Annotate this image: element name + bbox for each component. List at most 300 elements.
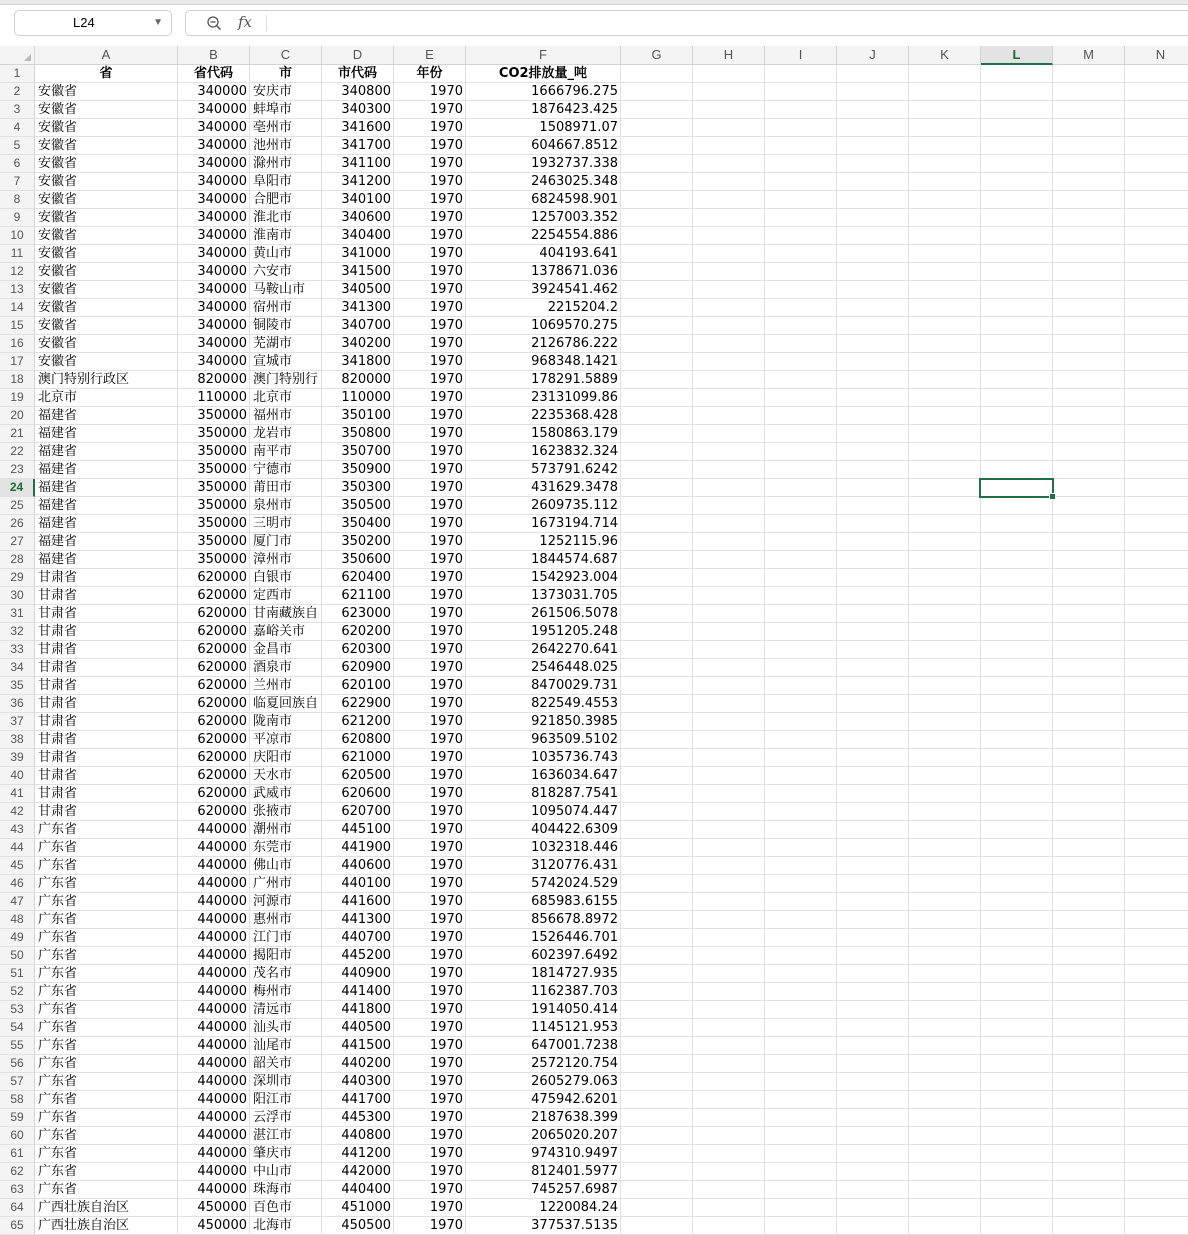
cell-e7[interactable]: 1970 <box>394 173 466 191</box>
cell-a65[interactable]: 广西壮族自治区 <box>35 1217 178 1235</box>
cell-f14[interactable]: 2215204.2 <box>466 299 621 317</box>
cell-d37[interactable]: 621200 <box>322 713 394 731</box>
cell-m20[interactable] <box>1053 407 1125 425</box>
cell-i11[interactable] <box>765 245 837 263</box>
cell-l9[interactable] <box>981 209 1053 227</box>
cell-a9[interactable]: 安徽省 <box>35 209 178 227</box>
cell-i21[interactable] <box>765 425 837 443</box>
cell-f2[interactable]: 1666796.275 <box>466 83 621 101</box>
cell-a29[interactable]: 甘肃省 <box>35 569 178 587</box>
cell-g17[interactable] <box>621 353 693 371</box>
cell-m8[interactable] <box>1053 191 1125 209</box>
cell-f8[interactable]: 6824598.901 <box>466 191 621 209</box>
cell-m46[interactable] <box>1053 875 1125 893</box>
row-header[interactable]: 22 <box>0 443 35 461</box>
cell-a45[interactable]: 广东省 <box>35 857 178 875</box>
cell-k18[interactable] <box>909 371 981 389</box>
cell-d32[interactable]: 620200 <box>322 623 394 641</box>
column-header-d[interactable]: D <box>322 46 394 65</box>
cell-k62[interactable] <box>909 1163 981 1181</box>
cell-h44[interactable] <box>693 839 765 857</box>
cell-c29[interactable]: 白银市 <box>250 569 322 587</box>
cell-f18[interactable]: 178291.5889 <box>466 371 621 389</box>
cell-d46[interactable]: 440100 <box>322 875 394 893</box>
cell-i57[interactable] <box>765 1073 837 1091</box>
cell-g41[interactable] <box>621 785 693 803</box>
cell-n13[interactable] <box>1125 281 1188 299</box>
row-header[interactable]: 56 <box>0 1055 35 1073</box>
cell-h3[interactable] <box>693 101 765 119</box>
cell-k54[interactable] <box>909 1019 981 1037</box>
cell-b57[interactable]: 440000 <box>178 1073 250 1091</box>
cell-a5[interactable]: 安徽省 <box>35 137 178 155</box>
row-header[interactable]: 34 <box>0 659 35 677</box>
row-header[interactable]: 45 <box>0 857 35 875</box>
cell-m9[interactable] <box>1053 209 1125 227</box>
cell-i25[interactable] <box>765 497 837 515</box>
cell-b16[interactable]: 340000 <box>178 335 250 353</box>
cell-g57[interactable] <box>621 1073 693 1091</box>
cell-g62[interactable] <box>621 1163 693 1181</box>
cell-m34[interactable] <box>1053 659 1125 677</box>
cell-i3[interactable] <box>765 101 837 119</box>
cell-d44[interactable]: 441900 <box>322 839 394 857</box>
cell-c42[interactable]: 张掖市 <box>250 803 322 821</box>
cell-m16[interactable] <box>1053 335 1125 353</box>
cell-l23[interactable] <box>981 461 1053 479</box>
cell-m33[interactable] <box>1053 641 1125 659</box>
cell-m31[interactable] <box>1053 605 1125 623</box>
cell-e51[interactable]: 1970 <box>394 965 466 983</box>
cell-a32[interactable]: 甘肃省 <box>35 623 178 641</box>
cell-b40[interactable]: 620000 <box>178 767 250 785</box>
cell-e21[interactable]: 1970 <box>394 425 466 443</box>
cell-l48[interactable] <box>981 911 1053 929</box>
row-header[interactable]: 44 <box>0 839 35 857</box>
cell-d20[interactable]: 350100 <box>322 407 394 425</box>
row-header[interactable]: 36 <box>0 695 35 713</box>
cell-m23[interactable] <box>1053 461 1125 479</box>
cell-g43[interactable] <box>621 821 693 839</box>
row-header[interactable]: 30 <box>0 587 35 605</box>
cell-g40[interactable] <box>621 767 693 785</box>
cell-i42[interactable] <box>765 803 837 821</box>
cell-j15[interactable] <box>837 317 909 335</box>
cell-h53[interactable] <box>693 1001 765 1019</box>
cell-b1[interactable]: 省代码 <box>178 65 250 83</box>
cell-d1[interactable]: 市代码 <box>322 65 394 83</box>
cell-a64[interactable]: 广西壮族自治区 <box>35 1199 178 1217</box>
cell-j56[interactable] <box>837 1055 909 1073</box>
cell-b17[interactable]: 340000 <box>178 353 250 371</box>
row-header[interactable]: 38 <box>0 731 35 749</box>
cell-b37[interactable]: 620000 <box>178 713 250 731</box>
cell-f42[interactable]: 1095074.447 <box>466 803 621 821</box>
cell-a15[interactable]: 安徽省 <box>35 317 178 335</box>
cell-f16[interactable]: 2126786.222 <box>466 335 621 353</box>
row-header[interactable]: 13 <box>0 281 35 299</box>
cell-k14[interactable] <box>909 299 981 317</box>
cell-g12[interactable] <box>621 263 693 281</box>
cell-a14[interactable]: 安徽省 <box>35 299 178 317</box>
cell-l52[interactable] <box>981 983 1053 1001</box>
cell-j48[interactable] <box>837 911 909 929</box>
cell-j40[interactable] <box>837 767 909 785</box>
cell-l64[interactable] <box>981 1199 1053 1217</box>
row-header[interactable]: 3 <box>0 101 35 119</box>
cell-h32[interactable] <box>693 623 765 641</box>
row-header[interactable]: 17 <box>0 353 35 371</box>
row-header[interactable]: 41 <box>0 785 35 803</box>
cell-b35[interactable]: 620000 <box>178 677 250 695</box>
cell-a10[interactable]: 安徽省 <box>35 227 178 245</box>
cell-a34[interactable]: 甘肃省 <box>35 659 178 677</box>
cell-e55[interactable]: 1970 <box>394 1037 466 1055</box>
cell-j31[interactable] <box>837 605 909 623</box>
cell-d6[interactable]: 341100 <box>322 155 394 173</box>
cell-j9[interactable] <box>837 209 909 227</box>
cell-m62[interactable] <box>1053 1163 1125 1181</box>
cell-a20[interactable]: 福建省 <box>35 407 178 425</box>
cell-e53[interactable]: 1970 <box>394 1001 466 1019</box>
row-header[interactable]: 18 <box>0 371 35 389</box>
cell-g8[interactable] <box>621 191 693 209</box>
cell-g45[interactable] <box>621 857 693 875</box>
row-header[interactable]: 52 <box>0 983 35 1001</box>
cell-l8[interactable] <box>981 191 1053 209</box>
cell-h10[interactable] <box>693 227 765 245</box>
cell-a41[interactable]: 甘肃省 <box>35 785 178 803</box>
cell-d16[interactable]: 340200 <box>322 335 394 353</box>
cell-d47[interactable]: 441600 <box>322 893 394 911</box>
cell-d43[interactable]: 445100 <box>322 821 394 839</box>
zoom-icon[interactable] <box>206 15 222 35</box>
cell-n30[interactable] <box>1125 587 1188 605</box>
cell-h38[interactable] <box>693 731 765 749</box>
cell-g52[interactable] <box>621 983 693 1001</box>
cell-f17[interactable]: 968348.1421 <box>466 353 621 371</box>
row-header[interactable]: 31 <box>0 605 35 623</box>
cell-n59[interactable] <box>1125 1109 1188 1127</box>
cell-l54[interactable] <box>981 1019 1053 1037</box>
cell-b56[interactable]: 440000 <box>178 1055 250 1073</box>
cell-i24[interactable] <box>765 479 837 497</box>
cell-d40[interactable]: 620500 <box>322 767 394 785</box>
cell-e14[interactable]: 1970 <box>394 299 466 317</box>
cell-j34[interactable] <box>837 659 909 677</box>
cell-f40[interactable]: 1636034.647 <box>466 767 621 785</box>
cell-k57[interactable] <box>909 1073 981 1091</box>
cell-c21[interactable]: 龙岩市 <box>250 425 322 443</box>
column-header-h[interactable]: H <box>693 46 765 65</box>
cell-n56[interactable] <box>1125 1055 1188 1073</box>
cell-b18[interactable]: 820000 <box>178 371 250 389</box>
cell-n7[interactable] <box>1125 173 1188 191</box>
cell-c39[interactable]: 庆阳市 <box>250 749 322 767</box>
cell-i7[interactable] <box>765 173 837 191</box>
cell-m1[interactable] <box>1053 65 1125 83</box>
cell-f19[interactable]: 23131099.86 <box>466 389 621 407</box>
cell-i58[interactable] <box>765 1091 837 1109</box>
cell-b60[interactable]: 440000 <box>178 1127 250 1145</box>
cell-m15[interactable] <box>1053 317 1125 335</box>
cell-f15[interactable]: 1069570.275 <box>466 317 621 335</box>
cell-n39[interactable] <box>1125 749 1188 767</box>
cell-a33[interactable]: 甘肃省 <box>35 641 178 659</box>
cell-f3[interactable]: 1876423.425 <box>466 101 621 119</box>
cell-d33[interactable]: 620300 <box>322 641 394 659</box>
cell-l42[interactable] <box>981 803 1053 821</box>
cell-h46[interactable] <box>693 875 765 893</box>
cell-n55[interactable] <box>1125 1037 1188 1055</box>
cell-i28[interactable] <box>765 551 837 569</box>
cell-k11[interactable] <box>909 245 981 263</box>
cell-i38[interactable] <box>765 731 837 749</box>
cell-n60[interactable] <box>1125 1127 1188 1145</box>
cell-j12[interactable] <box>837 263 909 281</box>
select-all-corner[interactable] <box>0 46 35 65</box>
cell-g25[interactable] <box>621 497 693 515</box>
cell-b44[interactable]: 440000 <box>178 839 250 857</box>
cell-m32[interactable] <box>1053 623 1125 641</box>
cell-d50[interactable]: 445200 <box>322 947 394 965</box>
cell-h34[interactable] <box>693 659 765 677</box>
cell-m5[interactable] <box>1053 137 1125 155</box>
cell-k38[interactable] <box>909 731 981 749</box>
cell-a39[interactable]: 甘肃省 <box>35 749 178 767</box>
cell-g47[interactable] <box>621 893 693 911</box>
cell-m27[interactable] <box>1053 533 1125 551</box>
cell-g1[interactable] <box>621 65 693 83</box>
cell-e12[interactable]: 1970 <box>394 263 466 281</box>
cell-b52[interactable]: 440000 <box>178 983 250 1001</box>
cell-f13[interactable]: 3924541.462 <box>466 281 621 299</box>
cell-a12[interactable]: 安徽省 <box>35 263 178 281</box>
cell-c25[interactable]: 泉州市 <box>250 497 322 515</box>
cell-d42[interactable]: 620700 <box>322 803 394 821</box>
cell-e10[interactable]: 1970 <box>394 227 466 245</box>
cell-a27[interactable]: 福建省 <box>35 533 178 551</box>
cell-g53[interactable] <box>621 1001 693 1019</box>
cell-f63[interactable]: 745257.6987 <box>466 1181 621 1199</box>
cell-c63[interactable]: 珠海市 <box>250 1181 322 1199</box>
cell-h23[interactable] <box>693 461 765 479</box>
cell-a21[interactable]: 福建省 <box>35 425 178 443</box>
cell-d9[interactable]: 340600 <box>322 209 394 227</box>
cell-f10[interactable]: 2254554.886 <box>466 227 621 245</box>
cell-i36[interactable] <box>765 695 837 713</box>
cell-a28[interactable]: 福建省 <box>35 551 178 569</box>
cell-n40[interactable] <box>1125 767 1188 785</box>
row-header[interactable]: 9 <box>0 209 35 227</box>
cell-g61[interactable] <box>621 1145 693 1163</box>
cell-j4[interactable] <box>837 119 909 137</box>
cell-k40[interactable] <box>909 767 981 785</box>
cell-k26[interactable] <box>909 515 981 533</box>
cell-h16[interactable] <box>693 335 765 353</box>
cell-c2[interactable]: 安庆市 <box>250 83 322 101</box>
cell-n51[interactable] <box>1125 965 1188 983</box>
cell-f20[interactable]: 2235368.428 <box>466 407 621 425</box>
cell-b10[interactable]: 340000 <box>178 227 250 245</box>
cell-i44[interactable] <box>765 839 837 857</box>
cell-g18[interactable] <box>621 371 693 389</box>
cell-h62[interactable] <box>693 1163 765 1181</box>
cell-e42[interactable]: 1970 <box>394 803 466 821</box>
cell-d60[interactable]: 440800 <box>322 1127 394 1145</box>
cell-l4[interactable] <box>981 119 1053 137</box>
cell-h36[interactable] <box>693 695 765 713</box>
cell-l49[interactable] <box>981 929 1053 947</box>
cell-e45[interactable]: 1970 <box>394 857 466 875</box>
cell-k45[interactable] <box>909 857 981 875</box>
cell-e64[interactable]: 1970 <box>394 1199 466 1217</box>
cell-c60[interactable]: 湛江市 <box>250 1127 322 1145</box>
row-header[interactable]: 29 <box>0 569 35 587</box>
column-header-k[interactable]: K <box>909 46 981 65</box>
cell-b48[interactable]: 440000 <box>178 911 250 929</box>
cell-c19[interactable]: 北京市 <box>250 389 322 407</box>
cell-e49[interactable]: 1970 <box>394 929 466 947</box>
cell-d56[interactable]: 440200 <box>322 1055 394 1073</box>
cell-n5[interactable] <box>1125 137 1188 155</box>
cell-i47[interactable] <box>765 893 837 911</box>
cell-h40[interactable] <box>693 767 765 785</box>
cell-d58[interactable]: 441700 <box>322 1091 394 1109</box>
cell-f38[interactable]: 963509.5102 <box>466 731 621 749</box>
cell-f1[interactable]: CO2排放量_吨 <box>466 65 621 83</box>
cell-e41[interactable]: 1970 <box>394 785 466 803</box>
cell-i15[interactable] <box>765 317 837 335</box>
cell-m24[interactable] <box>1053 479 1125 497</box>
cell-j44[interactable] <box>837 839 909 857</box>
cell-e39[interactable]: 1970 <box>394 749 466 767</box>
cell-k51[interactable] <box>909 965 981 983</box>
row-header[interactable]: 48 <box>0 911 35 929</box>
cell-h48[interactable] <box>693 911 765 929</box>
cell-m25[interactable] <box>1053 497 1125 515</box>
cell-l31[interactable] <box>981 605 1053 623</box>
cell-d29[interactable]: 620400 <box>322 569 394 587</box>
cell-f6[interactable]: 1932737.338 <box>466 155 621 173</box>
cell-l1[interactable] <box>981 65 1053 83</box>
cell-b42[interactable]: 620000 <box>178 803 250 821</box>
cell-a48[interactable]: 广东省 <box>35 911 178 929</box>
cell-m51[interactable] <box>1053 965 1125 983</box>
cell-g60[interactable] <box>621 1127 693 1145</box>
cell-j41[interactable] <box>837 785 909 803</box>
cell-l61[interactable] <box>981 1145 1053 1163</box>
cell-a51[interactable]: 广东省 <box>35 965 178 983</box>
cell-b31[interactable]: 620000 <box>178 605 250 623</box>
cell-h8[interactable] <box>693 191 765 209</box>
cell-e32[interactable]: 1970 <box>394 623 466 641</box>
cell-g11[interactable] <box>621 245 693 263</box>
cell-f55[interactable]: 647001.7238 <box>466 1037 621 1055</box>
cell-k48[interactable] <box>909 911 981 929</box>
cell-d38[interactable]: 620800 <box>322 731 394 749</box>
cell-a18[interactable]: 澳门特别行政区 <box>35 371 178 389</box>
cell-b59[interactable]: 440000 <box>178 1109 250 1127</box>
cell-b33[interactable]: 620000 <box>178 641 250 659</box>
cell-f58[interactable]: 475942.6201 <box>466 1091 621 1109</box>
row-header[interactable]: 21 <box>0 425 35 443</box>
cell-j52[interactable] <box>837 983 909 1001</box>
cell-c27[interactable]: 厦门市 <box>250 533 322 551</box>
cell-n46[interactable] <box>1125 875 1188 893</box>
cell-k3[interactable] <box>909 101 981 119</box>
cell-i19[interactable] <box>765 389 837 407</box>
cell-b12[interactable]: 340000 <box>178 263 250 281</box>
column-header-c[interactable]: C <box>250 46 322 65</box>
cell-l59[interactable] <box>981 1109 1053 1127</box>
cell-n4[interactable] <box>1125 119 1188 137</box>
cell-d55[interactable]: 441500 <box>322 1037 394 1055</box>
cell-i1[interactable] <box>765 65 837 83</box>
fx-icon[interactable]: fx <box>238 13 253 31</box>
cell-e52[interactable]: 1970 <box>394 983 466 1001</box>
cell-d27[interactable]: 350200 <box>322 533 394 551</box>
cell-d26[interactable]: 350400 <box>322 515 394 533</box>
cell-n26[interactable] <box>1125 515 1188 533</box>
cell-m44[interactable] <box>1053 839 1125 857</box>
cell-e46[interactable]: 1970 <box>394 875 466 893</box>
cell-l51[interactable] <box>981 965 1053 983</box>
cell-i8[interactable] <box>765 191 837 209</box>
cell-g28[interactable] <box>621 551 693 569</box>
cell-c40[interactable]: 天水市 <box>250 767 322 785</box>
cell-h55[interactable] <box>693 1037 765 1055</box>
cell-h51[interactable] <box>693 965 765 983</box>
cell-d52[interactable]: 441400 <box>322 983 394 1001</box>
cell-n52[interactable] <box>1125 983 1188 1001</box>
cell-n27[interactable] <box>1125 533 1188 551</box>
cell-l19[interactable] <box>981 389 1053 407</box>
cell-e33[interactable]: 1970 <box>394 641 466 659</box>
cell-i13[interactable] <box>765 281 837 299</box>
cell-g20[interactable] <box>621 407 693 425</box>
cell-h47[interactable] <box>693 893 765 911</box>
cell-h33[interactable] <box>693 641 765 659</box>
cell-c58[interactable]: 阳江市 <box>250 1091 322 1109</box>
cell-l37[interactable] <box>981 713 1053 731</box>
cell-f53[interactable]: 1914050.414 <box>466 1001 621 1019</box>
cell-f29[interactable]: 1542923.004 <box>466 569 621 587</box>
column-header-a[interactable]: A <box>35 46 178 65</box>
cell-k32[interactable] <box>909 623 981 641</box>
cell-n2[interactable] <box>1125 83 1188 101</box>
cell-k16[interactable] <box>909 335 981 353</box>
cell-f4[interactable]: 1508971.07 <box>466 119 621 137</box>
cell-m56[interactable] <box>1053 1055 1125 1073</box>
cell-h49[interactable] <box>693 929 765 947</box>
cell-a23[interactable]: 福建省 <box>35 461 178 479</box>
cell-f57[interactable]: 2605279.063 <box>466 1073 621 1091</box>
cell-m7[interactable] <box>1053 173 1125 191</box>
row-header[interactable]: 37 <box>0 713 35 731</box>
cell-i56[interactable] <box>765 1055 837 1073</box>
cell-n44[interactable] <box>1125 839 1188 857</box>
cell-h15[interactable] <box>693 317 765 335</box>
cell-c5[interactable]: 池州市 <box>250 137 322 155</box>
cell-l57[interactable] <box>981 1073 1053 1091</box>
cell-l34[interactable] <box>981 659 1053 677</box>
cell-i22[interactable] <box>765 443 837 461</box>
row-header[interactable]: 47 <box>0 893 35 911</box>
row-header[interactable]: 46 <box>0 875 35 893</box>
cell-a54[interactable]: 广东省 <box>35 1019 178 1037</box>
cell-m54[interactable] <box>1053 1019 1125 1037</box>
